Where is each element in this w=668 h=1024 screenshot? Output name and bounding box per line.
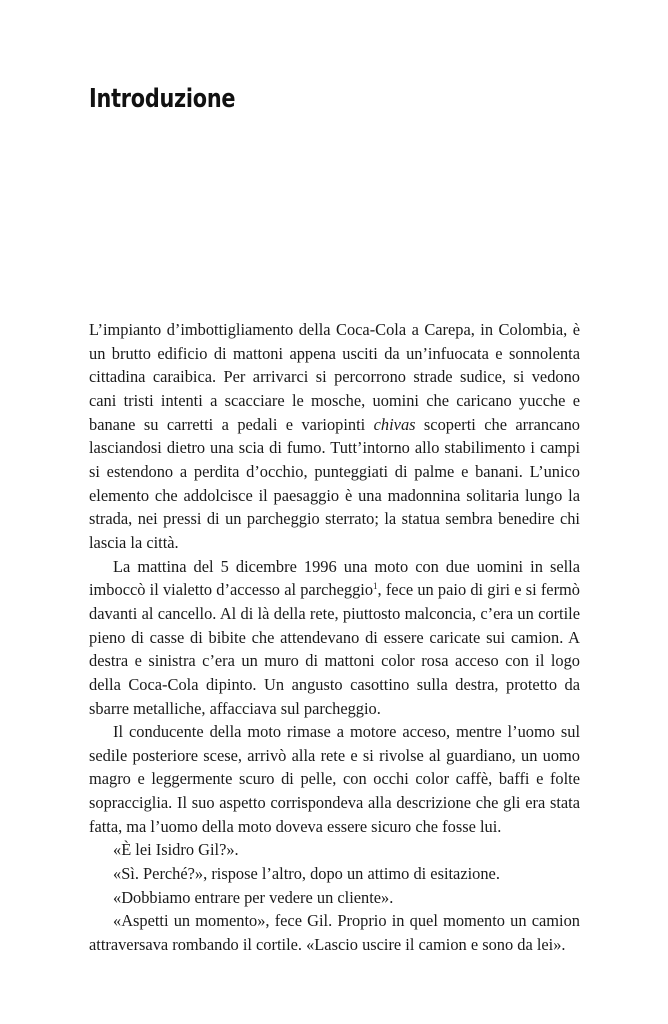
chapter-title: Introduzione	[89, 84, 236, 114]
dialogue-line-1: «È lei Isidro Gil?».	[113, 840, 239, 860]
paragraph-1	[89, 318, 580, 555]
dialogue-line-4: «Aspetti un momento», fece Gil. Proprio in quel momento un camion attraversava rombando il cortile. «Lascio uscire il camion e sono da lei».	[89, 911, 580, 955]
paragraph-1-text-after: scoperti che arrancano lasciandosi dietro una scia di fumo. Tutt’intorno allo stabilimento i campi si estendono a perdita d’occhio, punteggiati di palme e banani. L’unico elemento che addolcisce il paesaggio è una madonnina solitaria lungo la strada, nei pressi di un parcheggio sterrato; la statua sembra benedire chi lascia la città.	[89, 414, 580, 552]
dialogue-line-3: «Dobbiamo entrare per vedere un cliente».	[113, 887, 394, 907]
body-text	[89, 318, 580, 957]
paragraph-1-text: L’impianto d’imbottigliamento della Coca-Cola a Carepa, in Colombia, è un brutto edificio di mattoni appena usciti da un’infuocata e sonnolenta cittadina caraibica. Per arrivarci si percorrono strade sudice, si vedono cani tristi intenti a scacciare le mosche, uomini che caricano yucche e banane su carretti a pedali e variopinti	[89, 320, 580, 434]
dialogue-line-2: «Sì. Perché?», rispose l’altro, dopo un attimo di esitazione.	[113, 864, 500, 884]
paragraph-3: Il conducente della moto rimase a motore acceso, mentre l’uomo sul sedile posteriore scese, arrivò alla rete e si rivolse al guardiano, un uomo magro e leggermente scuro di pelle, con occhi color caffè, baffi e folte sopracciglia. Il suo aspetto corrispondeva alla descrizione che gli era stata fatta, ma l’uomo della moto doveva essere sicuro che fosse lui.	[89, 722, 580, 836]
footnote-marker[interactable]: 1	[373, 581, 378, 592]
paragraph-1-emphasis: chivas	[373, 414, 416, 434]
paragraph-2-text-after: , fece un paio di giri e si fermò davanti al cancello. Al di là della rete, piuttosto malconcia, c’era un cortile pieno di casse di bibite che attendevano di essere caricate sui camion. A destra e sinistra c’era un muro di mattoni color rosa acceso con il logo della Coca-Cola dipinto. Un angusto casottino sulla destra, protetto da sbarre metalliche, affacciava sul parcheggio.	[89, 580, 580, 718]
paragraph-2	[89, 555, 580, 721]
paragraph-2-text: La mattina del 5 dicembre 1996 una moto con due uomini in sella imboccò il vialetto d’accesso al parcheggio	[89, 556, 580, 600]
